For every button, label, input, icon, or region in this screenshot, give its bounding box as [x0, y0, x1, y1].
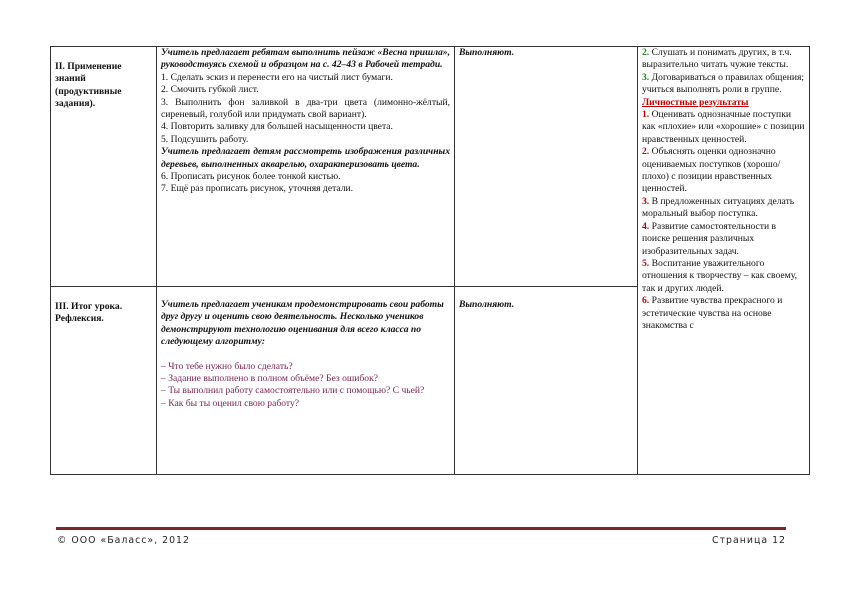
step-item: 6. Прописать рисунок более тонкой кистью. [161, 171, 341, 183]
result-item: 4. Развитие самостоятельности в поиске решения различных изобразительных задач. [642, 220, 777, 257]
stage-cell [51, 47, 157, 287]
result-item: 2. Слушать и понимать других, в т.ч. выразительно читать чужие тексты. [642, 47, 792, 71]
step-item: 4. Повторить заливку для большей насыщенности цвета. [161, 121, 393, 133]
teacher-activity-cell [157, 287, 455, 475]
step-item: 2. Смочить губкой лист. [161, 84, 259, 96]
step-item: 7. Ещё раз прописать рисунок, уточняя детали. [161, 183, 354, 195]
student-activity-cell [455, 47, 638, 287]
step-item: 1. Сделать эскиз и перенести его на чистый лист бумаги. [161, 71, 393, 83]
reflection-question: – Что тебе нужно было сделать? [161, 360, 293, 372]
reflection-question: – Ты выполнил работу самостоятельно или с помощью? С чьей? [161, 385, 425, 397]
student-activity: Выполняют. [459, 299, 515, 310]
result-item: 2. Объяснять оценки однозначно оцениваемых поступков (хорошо/плохо) с позиции нравственных ценностей. [642, 146, 781, 195]
footer-divider [56, 527, 786, 530]
results-cell [638, 47, 810, 475]
student-activity: Выполняют. [459, 47, 515, 58]
result-item: 6. Развитие чувства прекрасного и эстетические чувства на основе знакомства с [642, 295, 783, 331]
result-item: 5. Воспитание уважительного отношения к творчеству – как своему, так и других людей. [642, 257, 797, 294]
result-item: 3. В предложенных ситуациях делать моральный выбор поступка. [642, 195, 795, 220]
reflection-question: – Как бы ты оценил свою работу? [161, 397, 300, 409]
result-item: 1. Оценивать однозначные поступки как «плохие» или «хорошие» с позиции нравственных ценностей. [642, 109, 805, 145]
stage-label: II. Применение знаний (продуктивные задания). [55, 61, 122, 110]
step-item: 3. Выполнить фон заливкой в два-три цвета (лимонно-жёлтый, сиреневый, голубой или придумать свой вариант). [161, 96, 450, 121]
footer-copyright: © ООО «Баласс», 2012 [57, 535, 190, 546]
teacher-intro: Учитель предлагает ученикам продемонстрировать свои работы друг другу и оценить свою деятельность. Несколько учеников демонстрируют технологию оценивания для всего класса по следующему алгоритму: [161, 299, 444, 348]
teacher-intro: Учитель предлагает ребятам выполнить пейзаж «Весна пришла», руководствуясь схемой и образцом на с. 42–43 в Рабочей тетради. [161, 47, 450, 71]
stage-label: III. Итог урока. Рефлексия. [55, 301, 123, 325]
reflection-question: – Задание выполнено в полном объёме? Без ошибок? [161, 373, 378, 385]
result-item: 3. Договариваться о правилах общения; учиться выполнять роли в группе. [642, 71, 805, 96]
step-item: 5. Подсушить работу. [161, 133, 249, 145]
spacer [161, 349, 450, 361]
teacher-mid-note: Учитель предлагает детям рассмотреть изображения различных деревьев, выполненных акварелью, охарактеризовать цвета. [161, 146, 450, 170]
student-activity-cell [455, 287, 638, 475]
stage-cell [51, 287, 157, 475]
table-row-application [51, 47, 810, 287]
personal-results-heading: Личностные результаты [642, 96, 749, 108]
teacher-activity-cell [157, 47, 455, 287]
footer-page-number: Страница 12 [712, 535, 786, 546]
lesson-table [50, 46, 810, 475]
